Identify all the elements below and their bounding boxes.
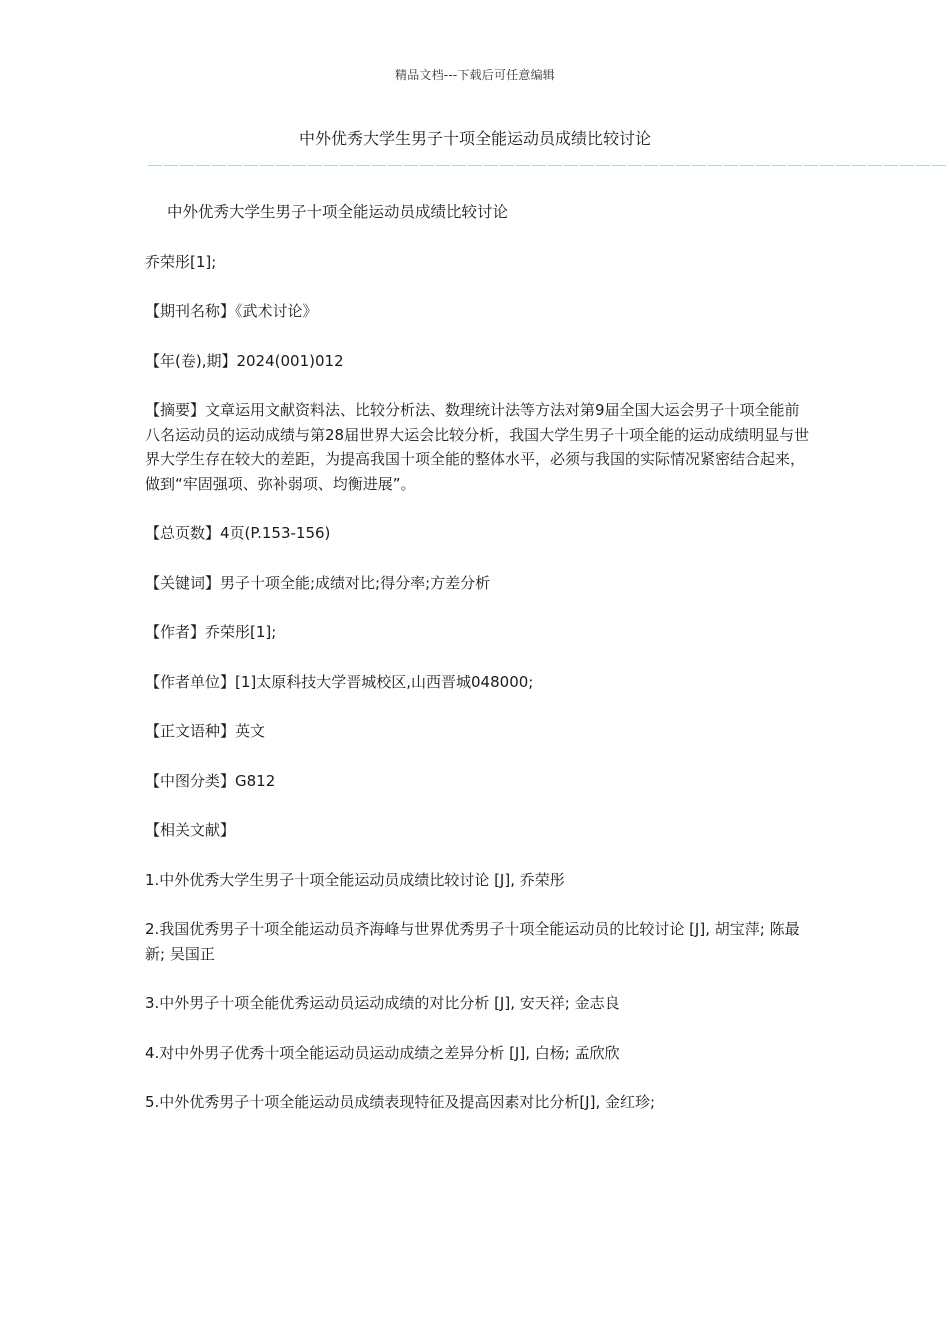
- article-title: 中外优秀大学生男子十项全能运动员成绩比较讨论: [167, 203, 509, 221]
- author-line: 乔荣彤[1];: [145, 252, 217, 271]
- reference-item: 3.中外男子十项全能优秀运动员运动成绩的对比分析 [J], 安天祥; 金志良: [145, 994, 620, 1012]
- title-divider: ＿＿＿＿＿＿＿＿＿＿＿＿＿＿＿＿＿＿＿＿＿＿＿＿＿＿＿＿＿＿＿＿＿＿＿＿＿＿＿＿＿＿＿＿＿＿＿＿＿＿: [148, 152, 948, 168]
- abstract: 【摘要】文章运用文献资料法、比较分析法、数理统计法等方法对第9届全国大运会男子十项全能前八名运动员的运动成绩与第28届世界大运会比较分析，我国大学生男子十项全能的运动成绩明显与世界大学生存在较大的差距，为提高我国十项全能的整体水平，必须与我国的实际情况紧密结合起来，做到“牢固强项、弥补弱项、均衡进展”。: [145, 401, 810, 493]
- document-title: 中外优秀大学生男子十项全能运动员成绩比较讨论: [298, 129, 651, 148]
- text-language: 【正文语种】英文: [145, 722, 266, 740]
- reference-item: 1.中外优秀大学生男子十项全能运动员成绩比较讨论 [J], 乔荣彤: [145, 870, 565, 889]
- document-body: [145, 200, 810, 1140]
- affiliation: 【作者单位】[1]太原科技大学晋城校区,山西晋城048000;: [145, 672, 534, 691]
- authors: 【作者】乔荣彤[1];: [145, 623, 277, 641]
- classification: 【中图分类】G812: [145, 771, 276, 790]
- page-header-note: 精品文档---下载后可任意编辑: [395, 68, 555, 82]
- related-heading: 【相关文献】: [145, 821, 236, 839]
- keywords: 【关键词】男子十项全能;成绩对比;得分率;方差分析: [145, 573, 491, 592]
- reference-item: 4.对中外男子优秀十项全能运动员运动成绩之差异分析 [J], 白杨; 孟欣欣: [145, 1043, 620, 1062]
- issue-info: 【年(卷),期】2024(001)012: [145, 351, 344, 370]
- page-count: 【总页数】4页(P.153-156): [145, 524, 331, 542]
- reference-item: 5.中外优秀男子十项全能运动员成绩表现特征及提高因素对比分析[J], 金红珍;: [145, 1093, 656, 1111]
- reference-item: 2.我国优秀男子十项全能运动员齐海峰与世界优秀男子十项全能运动员的比较讨论 [J], 胡宝萍; 陈最新; 吴国正: [145, 920, 800, 963]
- journal-name: 【期刊名称】《武术讨论》: [145, 302, 318, 320]
